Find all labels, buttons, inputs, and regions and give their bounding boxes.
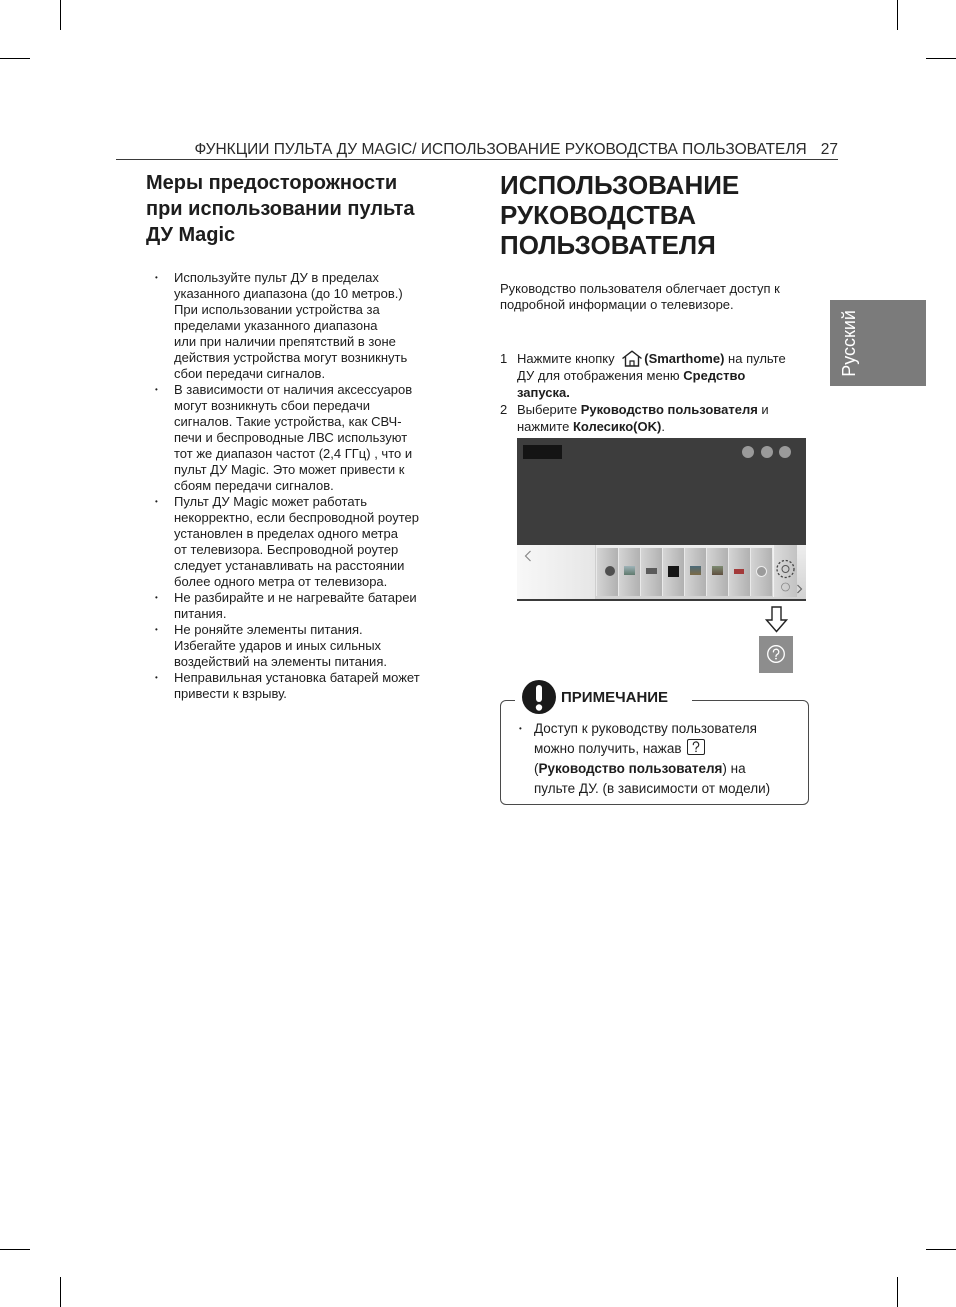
text-line: Избегайте ударов и иных сильных (174, 638, 382, 653)
text-line: пределами указанного диапазона (174, 318, 378, 333)
wheel-ok-label: Колесико(OK) (572, 419, 662, 434)
text-segment: Доступ к руководству пользователя (534, 721, 757, 736)
launcher-label: Средство (683, 368, 746, 383)
bullet-dot: • (155, 273, 158, 282)
chevron-right-icon (796, 584, 803, 594)
text-line (517, 418, 769, 435)
user-guide-heading (500, 170, 739, 260)
app-icon (734, 569, 744, 574)
app-icon (605, 566, 615, 576)
crop-mark (0, 1249, 30, 1250)
app-icon (756, 566, 767, 577)
precautions-list (155, 270, 420, 702)
crop-mark (897, 0, 898, 30)
text-line: печи и беспроводные ЛВС используют (174, 430, 408, 445)
bullet-dot: • (155, 625, 158, 634)
text-line: Неправильная установка батарей может (174, 670, 420, 685)
step-number: 1 (500, 351, 508, 366)
bullet-dot: • (519, 724, 522, 733)
text-line: указанного диапазона (до 10 метров.) (174, 286, 403, 301)
text-line: подробной информации о телевизоре. (500, 297, 734, 312)
tv-screen-area (517, 438, 806, 545)
bullet-dot: • (155, 673, 158, 682)
section-title: ФУНКЦИИ ПУЛЬТА ДУ MAGIC/ ИСПОЛЬЗОВАНИЕ РУКОВОДСТВА ПОЛЬЗОВАТЕЛЯ (194, 141, 807, 158)
heading-line: при использовании пульта (146, 198, 415, 220)
text-line: Пульт ДУ Magic может работать (174, 494, 367, 509)
list-item (155, 670, 420, 702)
tv-launcher-screenshot (517, 438, 806, 601)
heading-line: ПОЛЬЗОВАТЕЛЯ (500, 230, 716, 260)
launcher-tile-selected (773, 545, 797, 597)
text-line: более одного метра от телевизора. (174, 574, 388, 589)
text-line (517, 350, 786, 367)
text-line: Используйте пульт ДУ в пределах (174, 270, 379, 285)
bullet-dot: • (155, 497, 158, 506)
crop-mark (60, 1277, 61, 1307)
list-item (155, 270, 420, 382)
list-item (155, 382, 420, 494)
question-key-icon (687, 739, 705, 755)
note-body (519, 719, 770, 799)
launcher-tile (684, 548, 706, 596)
heading-line: РУКОВОДСТВА (500, 200, 697, 230)
text-line: тот же диапазон частот (2,4 ГГц) , что и (174, 446, 413, 461)
question-circle-icon (766, 644, 786, 664)
bullet-dot: • (155, 385, 158, 394)
list-item (155, 590, 420, 622)
text-line: сбои передачи сигналов. (174, 366, 326, 381)
language-label: Русский (839, 309, 859, 377)
text-line: воздействий на элементы питания. (174, 654, 387, 669)
launcher-recent-panel (517, 545, 596, 599)
text-segment: ) на (722, 761, 746, 776)
note-title: ПРИМЕЧАНИЕ (561, 689, 669, 706)
text-line: сигналов. Такие устройства, как СВЧ- (174, 414, 402, 429)
text-line: Не роняйте элементы питания. (174, 622, 363, 637)
tv-logo-block (523, 445, 562, 459)
step-number: 2 (500, 402, 508, 417)
app-icon (646, 568, 657, 574)
text-segment: Нажмите кнопку (517, 351, 619, 366)
launcher-tile (728, 548, 750, 596)
text-line: При использовании устройства за (174, 302, 380, 317)
text-segment: пульте ДУ. (в зависимости от модели) (534, 781, 771, 796)
language-tab (830, 300, 926, 386)
crop-mark (0, 58, 30, 59)
user-guide-app-icon (774, 545, 797, 597)
text-line (534, 779, 770, 799)
text-line: от телевизора. Беспроводной роутер (174, 542, 399, 557)
launcher-tile (618, 548, 640, 596)
heading-line: Меры предосторожности (146, 172, 398, 194)
intro-paragraph (500, 281, 780, 313)
crop-mark (926, 58, 956, 59)
page-number: 27 (820, 141, 838, 158)
heading-line: ДУ Magic (146, 224, 236, 246)
arrow-down-icon (765, 606, 788, 633)
text-line (517, 367, 786, 384)
text-line (534, 739, 770, 759)
text-line: пульт ДУ Magic. Это может привести к (174, 462, 405, 477)
text-line: Руководство пользователя облегчает доступ к (500, 281, 780, 296)
text-segment: и (757, 402, 769, 417)
app-icon (624, 566, 635, 575)
list-item (155, 622, 420, 670)
text-line (534, 719, 770, 739)
chevron-left-icon (524, 550, 532, 562)
text-line: могут возникнуть сбои передачи (174, 398, 370, 413)
text-segment: ( (534, 761, 539, 776)
text-line: установлен в пределах одного метра (174, 526, 398, 541)
launcher-tile (750, 548, 772, 596)
app-icon (712, 566, 723, 575)
text-segment: ДУ для отображения меню (517, 368, 684, 383)
smarthome-label: (Smarthome) (644, 351, 725, 366)
heading-line: ИСПОЛЬЗОВАНИЕ (500, 170, 740, 200)
running-header (195, 141, 838, 159)
precautions-heading (146, 170, 415, 248)
step-1 (500, 350, 786, 401)
app-icon (668, 566, 679, 577)
text-segment: на пульте (724, 351, 786, 366)
text-line (534, 759, 770, 779)
bullet-dot: • (155, 593, 158, 602)
status-dot-icon (761, 446, 773, 458)
app-icon (690, 566, 701, 575)
text-line: питания. (174, 606, 227, 621)
launcher-tile (706, 548, 728, 596)
text-segment: можно получить, нажав (534, 741, 686, 756)
crop-mark (897, 1277, 898, 1307)
text-line: В зависимости от наличия аксессуаров (174, 382, 413, 397)
launcher-bar (517, 545, 806, 599)
text-segment: нажмите (517, 419, 573, 434)
list-item (155, 494, 420, 590)
note-header (515, 677, 692, 717)
crop-mark (926, 1249, 956, 1250)
launcher-tile (662, 548, 684, 596)
user-guide-label: Руководство пользователя (538, 761, 723, 776)
text-line: следует устанавливать на расстоянии (174, 558, 405, 573)
text-line: сбоям передачи сигналов. (174, 478, 334, 493)
launcher-tile (640, 548, 662, 596)
exclamation-icon (521, 679, 557, 715)
crop-mark (60, 0, 61, 30)
header-divider (116, 159, 838, 160)
launcher-label: запуска. (517, 385, 570, 400)
user-guide-label: Руководство пользователя (580, 402, 758, 417)
text-segment: . (661, 419, 665, 434)
status-dot-icon (779, 446, 791, 458)
step-2 (500, 401, 786, 435)
language-tab-label (838, 300, 860, 386)
launcher-tile (596, 548, 618, 596)
steps-list (500, 350, 786, 435)
text-segment: Выберите (517, 402, 581, 417)
text-line: или при наличии препятствий в зоне (174, 334, 396, 349)
home-icon (621, 350, 643, 367)
text-line: Не разбирайте и не нагревайте батареи (174, 590, 417, 605)
question-key-icon (759, 636, 793, 673)
text-line: действия устройства могут возникнуть (174, 350, 408, 365)
text-line: привести к взрыву. (174, 686, 287, 701)
text-line (517, 401, 769, 418)
text-line: некорректно, если беспроводной роутер (174, 510, 419, 525)
text-line (517, 384, 786, 401)
status-dot-icon (742, 446, 754, 458)
